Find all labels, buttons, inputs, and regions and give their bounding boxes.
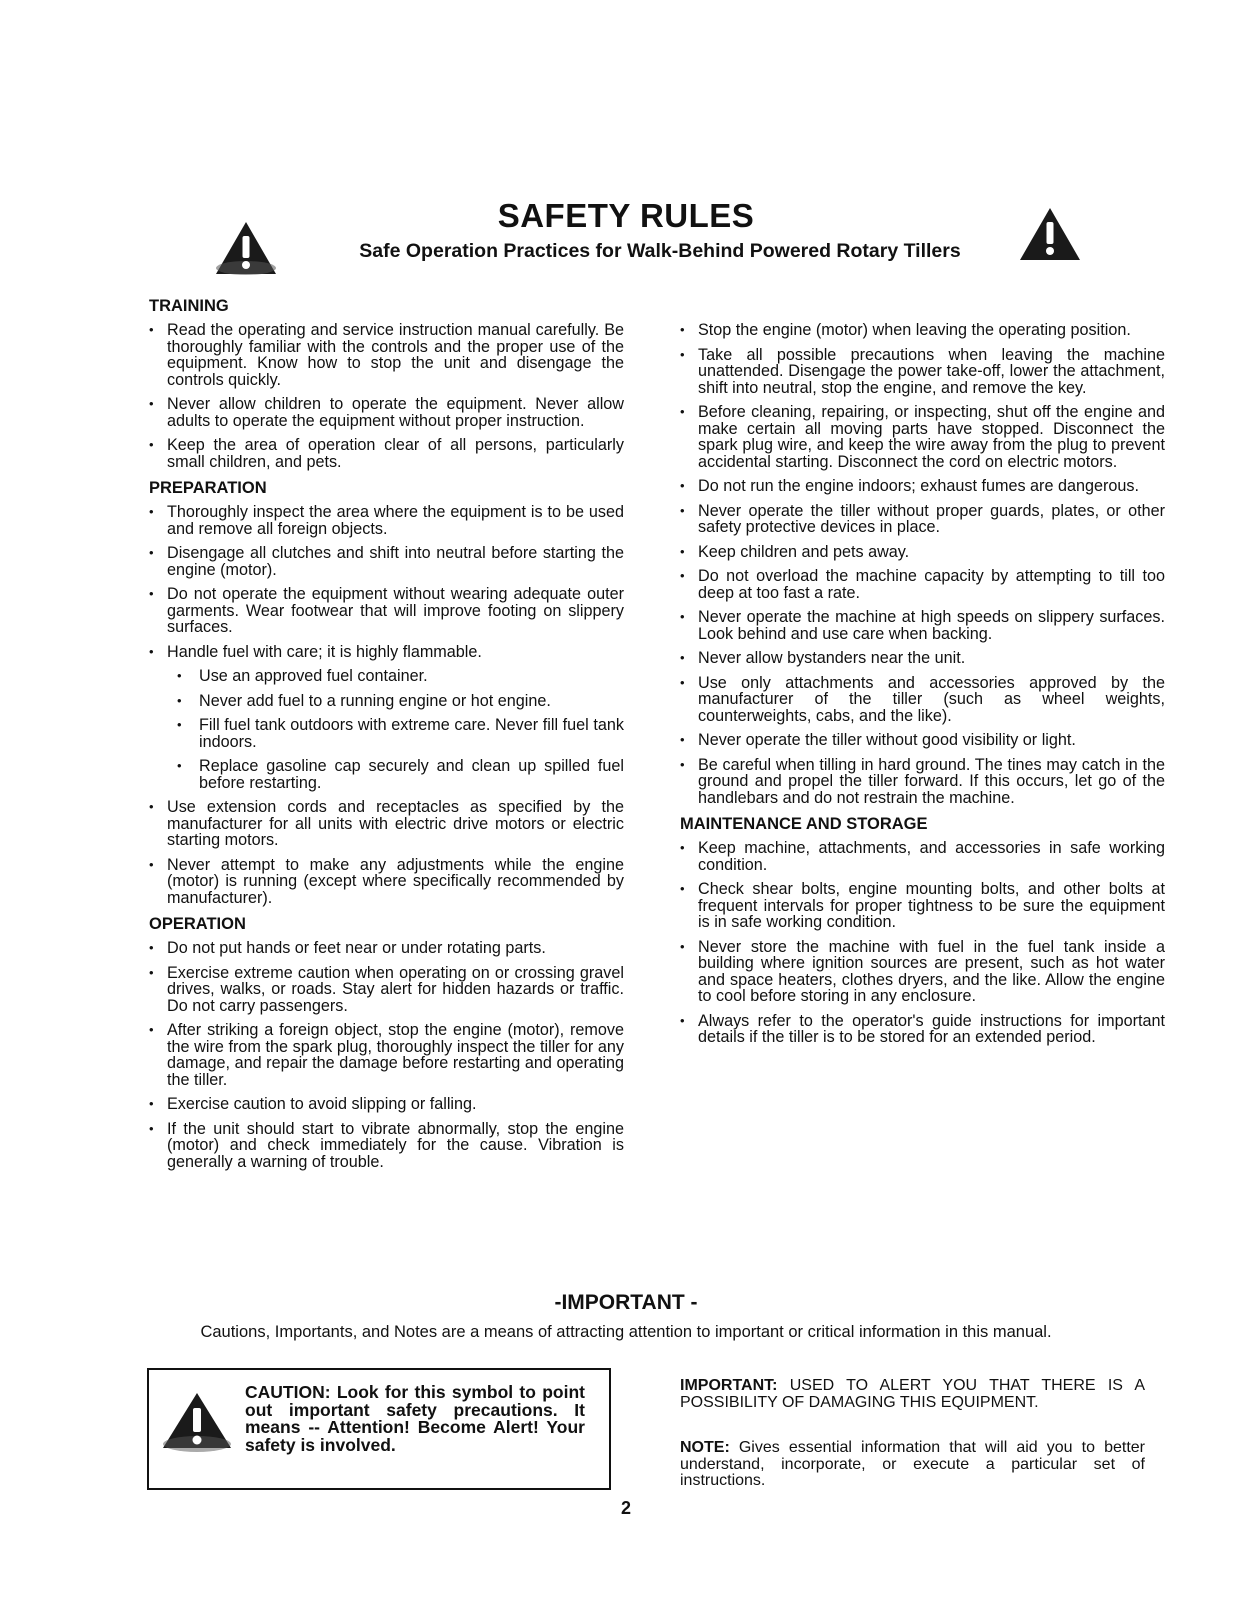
list-item: • Thoroughly inspect the area where the equipment is to be used and remove all foreign objects. (149, 504, 624, 537)
list-item: • Stop the engine (motor) when leaving the operating position. (680, 322, 1165, 339)
warning-triangle-icon (1018, 206, 1082, 262)
section-title-maintenance: MAINTENANCE AND STORAGE (680, 815, 928, 833)
operation-continued-list (680, 322, 1165, 806)
list-item: • Never allow bystanders near the unit. (680, 650, 1165, 667)
list-item: • After striking a foreign object, stop the engine (motor), remove the wire from the spark plug, thoroughly inspect the tiller for any damage, and repair the damage before restarting and operating the tiller. (149, 1022, 624, 1088)
preparation-list (149, 504, 624, 906)
important-description: Cautions, Importants, and Notes are a means of attracting attention to important or critical information in this manual. (200, 1323, 1052, 1341)
list-item: • Exercise caution to avoid slipping or falling. (149, 1096, 624, 1113)
sub-list-item: • Use an approved fuel container. (149, 668, 624, 685)
list-item: • Do not put hands or feet near or under rotating parts. (149, 940, 624, 957)
list-item: • Never attempt to make any adjustments while the engine (motor) is running (except where specifically recommended by manufacturer). (149, 857, 624, 907)
list-item: • Read the operating and service instruction manual carefully. Be thoroughly familiar with the controls and the proper use of the equipment. Know how to stop the unit and disengage the controls quickly. (149, 322, 624, 388)
sub-list-item: • Fill fuel tank outdoors with extreme care. Never fill fuel tank indoors. (149, 717, 624, 750)
list-item: • Use only attachments and accessories approved by the manufacturer of the tiller (such as wheel weights, counterweights, cabs, and the like). (680, 675, 1165, 725)
training-list (149, 322, 624, 470)
left-column (149, 296, 624, 1178)
list-item: • Exercise extreme caution when operating on or crossing gravel drives, walks, or roads. Stay alert for hidden hazards or traffic. Do not carry passengers. (149, 965, 624, 1015)
list-item: • If the unit should start to vibrate abnormally, stop the engine (motor) and check immediately for the cause. Vibration is generally a warning of trouble. (149, 1121, 624, 1171)
list-item: • Disengage all clutches and shift into neutral before starting the engine (motor). (149, 545, 624, 578)
list-item: • Never operate the tiller without good visibility or light. (680, 732, 1165, 749)
important-note-text: USED TO ALERT YOU THAT THERE IS A POSSIBILITY OF DAMAGING THIS EQUIPMENT. (680, 1377, 1145, 1411)
important-note (680, 1378, 1145, 1411)
section-title-operation: OPERATION (149, 915, 246, 933)
caution-text: CAUTION: Look for this symbol to point out important safety precautions. It means -- Attention! Become Alert! Your safety is involved. (245, 1382, 585, 1455)
list-item: • Never operate the machine at high speeds on slippery surfaces. Look behind and use care when backing. (680, 609, 1165, 642)
important-label: IMPORTANT: (680, 1377, 778, 1394)
section-title-training: TRAINING (149, 297, 229, 315)
list-item: • Check shear bolts, engine mounting bolts, and other bolts at frequent intervals for proper tightness to be sure the equipment is in safe working condition. (680, 881, 1165, 931)
list-item: • Do not operate the equipment without wearing adequate outer garments. Wear footwear that will improve footing on slippery surfaces. (149, 586, 624, 636)
list-item: • Use extension cords and receptacles as specified by the manufacturer for all units with electric drive motors or electric starting motors. (149, 799, 624, 849)
list-item: • Do not overload the machine capacity by attempting to till too deep at too fast a rate. (680, 568, 1165, 601)
list-item: • Always refer to the operator's guide instructions for important details if the tiller is to be stored for an extended period. (680, 1013, 1165, 1046)
page-subtitle: Safe Operation Practices for Walk-Behind Powered Rotary Tillers (359, 240, 961, 262)
warning-triangle-icon (161, 1390, 233, 1454)
list-item: • Before cleaning, repairing, or inspecting, shut off the engine and make certain all moving parts have stopped. Disconnect the spark plug wire, and keep the wire away from the plug to prevent accidental starting. Disconnect the cord on electric motors. (680, 404, 1165, 470)
important-heading: -IMPORTANT - (554, 1291, 698, 1314)
sub-list-item: • Never add fuel to a running engine or hot engine. (149, 693, 624, 710)
section-title-preparation: PREPARATION (149, 479, 267, 497)
operation-list (149, 940, 624, 1170)
sub-list-item: • Replace gasoline cap securely and clean up spilled fuel before restarting. (149, 758, 624, 791)
list-item: • Keep the area of operation clear of all persons, particularly small children, and pets. (149, 437, 624, 470)
note-block (680, 1440, 1145, 1490)
list-item: • Take all possible precautions when leaving the machine unattended. Disengage the power take-off, lower the attachment, shift into neutral, stop the engine, and remove the key. (680, 347, 1165, 397)
list-item: • Keep children and pets away. (680, 544, 1165, 561)
caution-box (147, 1368, 611, 1490)
list-item: • Never operate the tiller without proper guards, plates, or other safety protective devices in place. (680, 503, 1165, 536)
maintenance-list (680, 840, 1165, 1046)
list-item: • Do not run the engine indoors; exhaust fumes are dangerous. (680, 478, 1165, 495)
list-item: • Never allow children to operate the equipment. Never allow adults to operate the equipment without proper instruction. (149, 396, 624, 429)
list-item: • Keep machine, attachments, and accessories in safe working condition. (680, 840, 1165, 873)
note-label: NOTE: (680, 1439, 730, 1456)
list-item: • Handle fuel with care; it is highly flammable. (149, 644, 624, 661)
list-item: • Never store the machine with fuel in the fuel tank inside a building where ignition sources are present, such as hot water and space heaters, clothes dryers, and the like. Allow the engine to cool before storing in any enclosure. (680, 939, 1165, 1005)
page-number: 2 (620, 1498, 631, 1518)
note-text: Gives essential information that will aid you to better understand, incorporate, or execute a particular set of instructions. (680, 1439, 1145, 1489)
right-column (680, 322, 1165, 1054)
page-title: SAFETY RULES (497, 197, 755, 234)
list-item: • Be careful when tilling in hard ground. The tines may catch in the ground and propel the tiller forward. If this occurs, let go of the handlebars and do not restrain the machine. (680, 757, 1165, 807)
